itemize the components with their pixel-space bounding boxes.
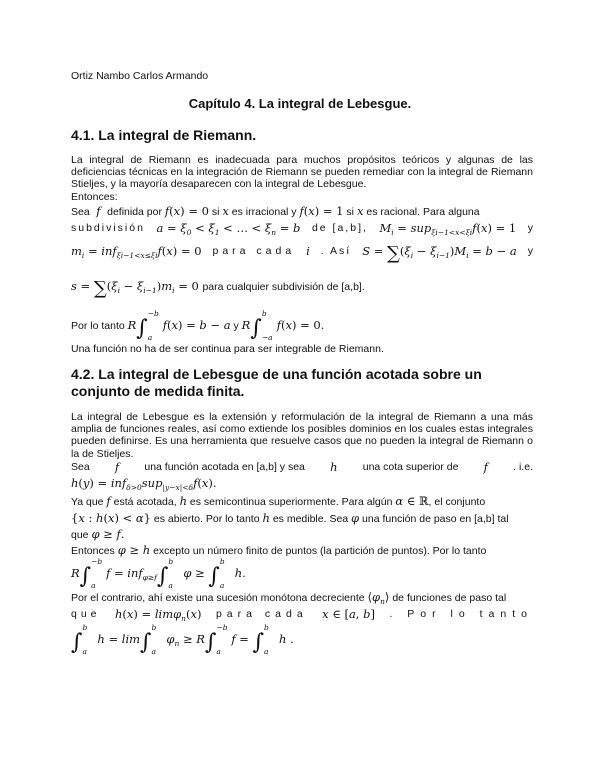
final-integral-line: ∫ b a h = lim∫ b a $\varphi_n \ge R\int$ −b a f = ∫ b a h . [71,623,294,657]
lebesgue-intro-paragraph: La integral de Lebesgue es la extensión y reformulación de la integral de Riemann a una más amplia de funciones reales, así como extiende los posibles dominios en los cuales estas integrales pueden definirse. Es una herramienta que resuelve casos que no pueden la integral de Riemann o la de Stieljes. [71,411,533,460]
entonces-phi-line: Entonces φ ≥ h excepto un número finito de puntos (la partición de puntos). Por lo tanto [71,543,487,557]
phi-condition-line: que φ ≥ f. [71,527,125,541]
chapter-title: Capítulo 4. La integral de Lebesgue. [188,96,412,111]
open-set-line: {x : h(x) < α} es abierto. Por lo tanto h es medible. Sea φ una función de paso en [a,b] tal [71,511,509,525]
section-heading-riemann: 4.1. La integral de Riemann. [71,127,257,143]
sequence-line: Por el contrario, ahí existe una sucesión monótona decreciente $⟨\varphi_n⟩$ de funciones de paso tal [71,590,507,606]
infimum-line: $m_i = inf_{\xi i-1<x\le\xi i}f(x) = 0$ para cada i . Así $S = \sum(\xi_i - \xi_{i-1})M_i = b - a$ y [71,243,533,264]
integral-result-line: Por lo tanto R∫ −b a f(x) = b − a y R∫ b −a f(x) = 0. [71,309,325,343]
entonces-label: Entonces: [71,191,118,203]
definition-line: Sea f definida por f(x) = 0 si x es irracional y f(x) = 1 si x es racional. Para alguna [71,204,480,218]
limit-line: que h(x) = limφ$_n$(x) para cada x ∈ [a, b] . Por lo tanto [71,607,533,623]
riemann-conclusion: Una función no ha de ser continua para ser integrable de Riemann. [71,343,384,355]
author-name: Ortiz Nambo Carlos Armando [71,70,209,82]
riemann-intro-paragraph: La integral de Riemann es inadecuada para muchos propósitos teóricos y algunas de las deficiencias técnicas en la integración de Riemann se pueden remediar con la integral de Riemann Stieljes, y la mayoría desaparecen con la integral de Lebesgue. [71,154,533,191]
semicontinuous-line: Ya que f está acotada, h es semicontinua superiormente. Para algún α ∈ ℝ, el conjunto [71,494,486,508]
h-definition-line: h(y) = inf$_{\delta>0}$sup$_{|y-x|<\delta}$f(x). [71,476,217,492]
bounded-function-line: Sea f una función acotada en [a,b] y sea h una cota superior de f . i.e. [71,460,533,474]
section-heading-lebesgue: 4.2. La integral de Lebesgue de una función acotada sobre un conjunto de medida finita. [71,366,482,399]
subdivision-line: subdivisión $a = \xi_0 < \xi_1$ < … < $\xi_n = b$ de [a,b], $M_i = sup_{\xi i-1<x<\xi i}f(x) = 1$ y [71,221,533,237]
riemann-inf-integral-line: R∫ −b a f = inf$_{\varphi\ge f}$∫ b a φ ≥ ∫ b a h. [71,557,246,591]
lower-sum-line: $s = \sum(\xi_i - \xi_{i-1})m_i = 0$ para cualquier subdivisión de [a,b]. [71,278,365,299]
